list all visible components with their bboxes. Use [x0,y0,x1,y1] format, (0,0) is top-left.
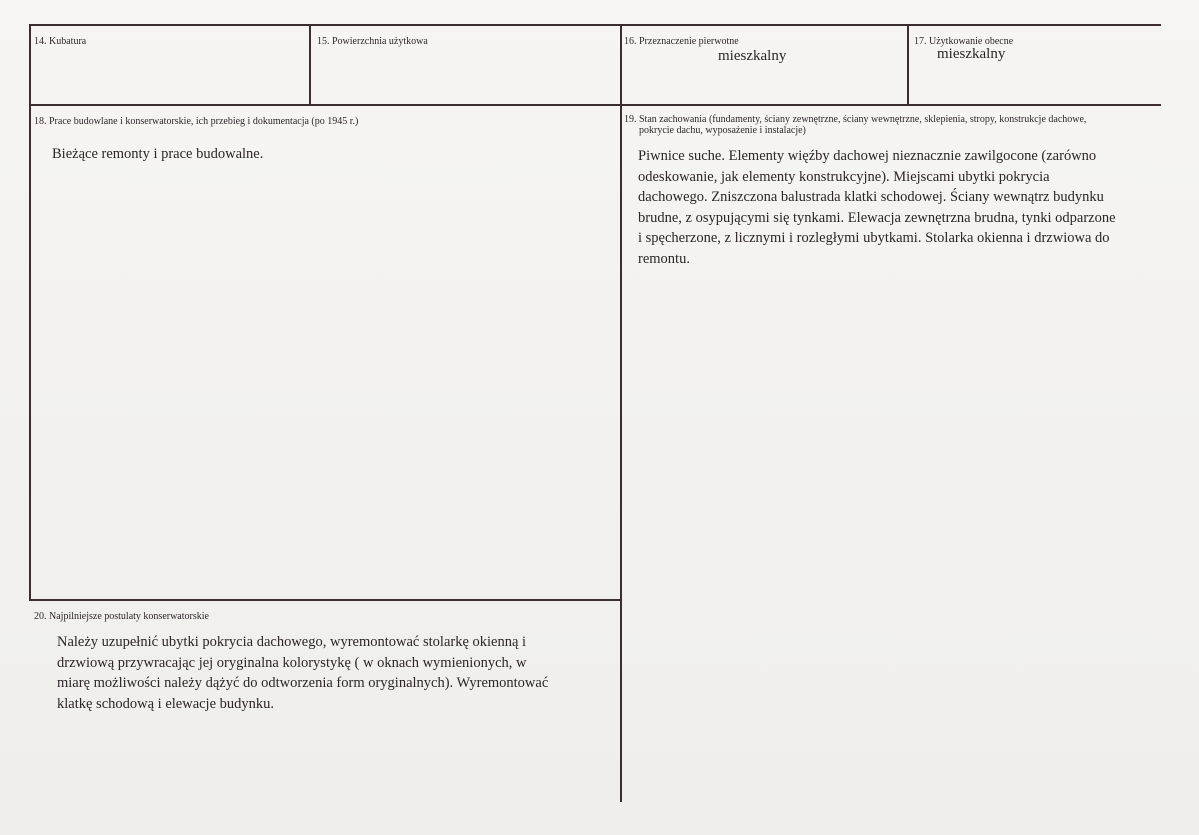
rule-middle [29,104,1161,106]
rule-left-section [29,599,622,601]
text-line: remontu. [638,250,690,267]
field-przeznaczenie-pierwotne-value: mieszkalny [718,48,787,64]
field-uzytkowanie-obecne-value: mieszkalny [937,46,1006,62]
field-uzytkowanie-obecne-label: 17. Użytkowanie obecne [914,36,1014,47]
field-prace-budowlane-text [52,144,263,165]
field-postulaty-text [57,632,548,714]
rule-center [620,24,622,802]
text-line: odeskowanie, jak elementy konstrukcyjne). Miejscami ubytki pokrycia [638,168,1050,185]
text-line: Należy uzupełnić ubytki pokrycia dachowego, wyremontować stolarkę okienną i [57,634,527,650]
rule-left-edge [29,24,31,601]
field-stan-zachowania-label-line-2: pokrycie dachu, wyposażenie i instalacje) [639,125,806,136]
rule-divider-14-15 [309,24,311,106]
rule-top [29,24,1161,26]
field-powierzchnia-label: 15. Powierzchnia użytkowa [317,36,428,47]
text-line: Bieżące remonty i prace budowalne. [52,146,264,162]
text-line: klatkę schodową i elewacje budynku. [57,695,275,712]
field-przeznaczenie-pierwotne-label: 16. Przeznaczenie pierwotne [624,36,739,47]
text-line: dachowego. Zniszczona balustrada klatki schodowej. Ściany wewnątrz budynku [638,189,1104,205]
rule-divider-16-17 [907,24,909,106]
field-prace-budowlane-label: 18. Prace budowlane i konserwatorskie, ich przebieg i dokumentacja (po 1945 r.) [34,116,359,127]
field-stan-zachowania-text [638,146,1116,269]
text-line: Piwnice suche. Elementy więźby dachowej nieznacznie zawilgocone (zarówno [638,148,1097,164]
text-line: drzwiową przywracając jej oryginalna kolorystykę ( w oknach wymienionych, w [57,654,527,671]
field-kubatura-label: 14. Kubatura [34,36,87,47]
text-line: miarę możliwości należy dążyć do odtworzenia form oryginalnych). Wyremontować [57,675,549,691]
text-line: i spęcherzone, z licznymi i rozległymi ubytkami. Stolarka okienna i drzwiowa do [638,230,1110,246]
field-postulaty-label: 20. Najpilniejsze postulaty konserwatorskie [34,611,209,622]
text-line: brudne, z osypującymi się tynkami. Elewacja zewnętrzna brudna, tynki odparzone [638,209,1116,226]
field-stan-zachowania-label-line-1: 19. Stan zachowania (fundamenty, ściany zewnętrzne, ściany wewnętrzne, sklepienia, stropy, konstrukcje dachowe, [624,114,1087,125]
